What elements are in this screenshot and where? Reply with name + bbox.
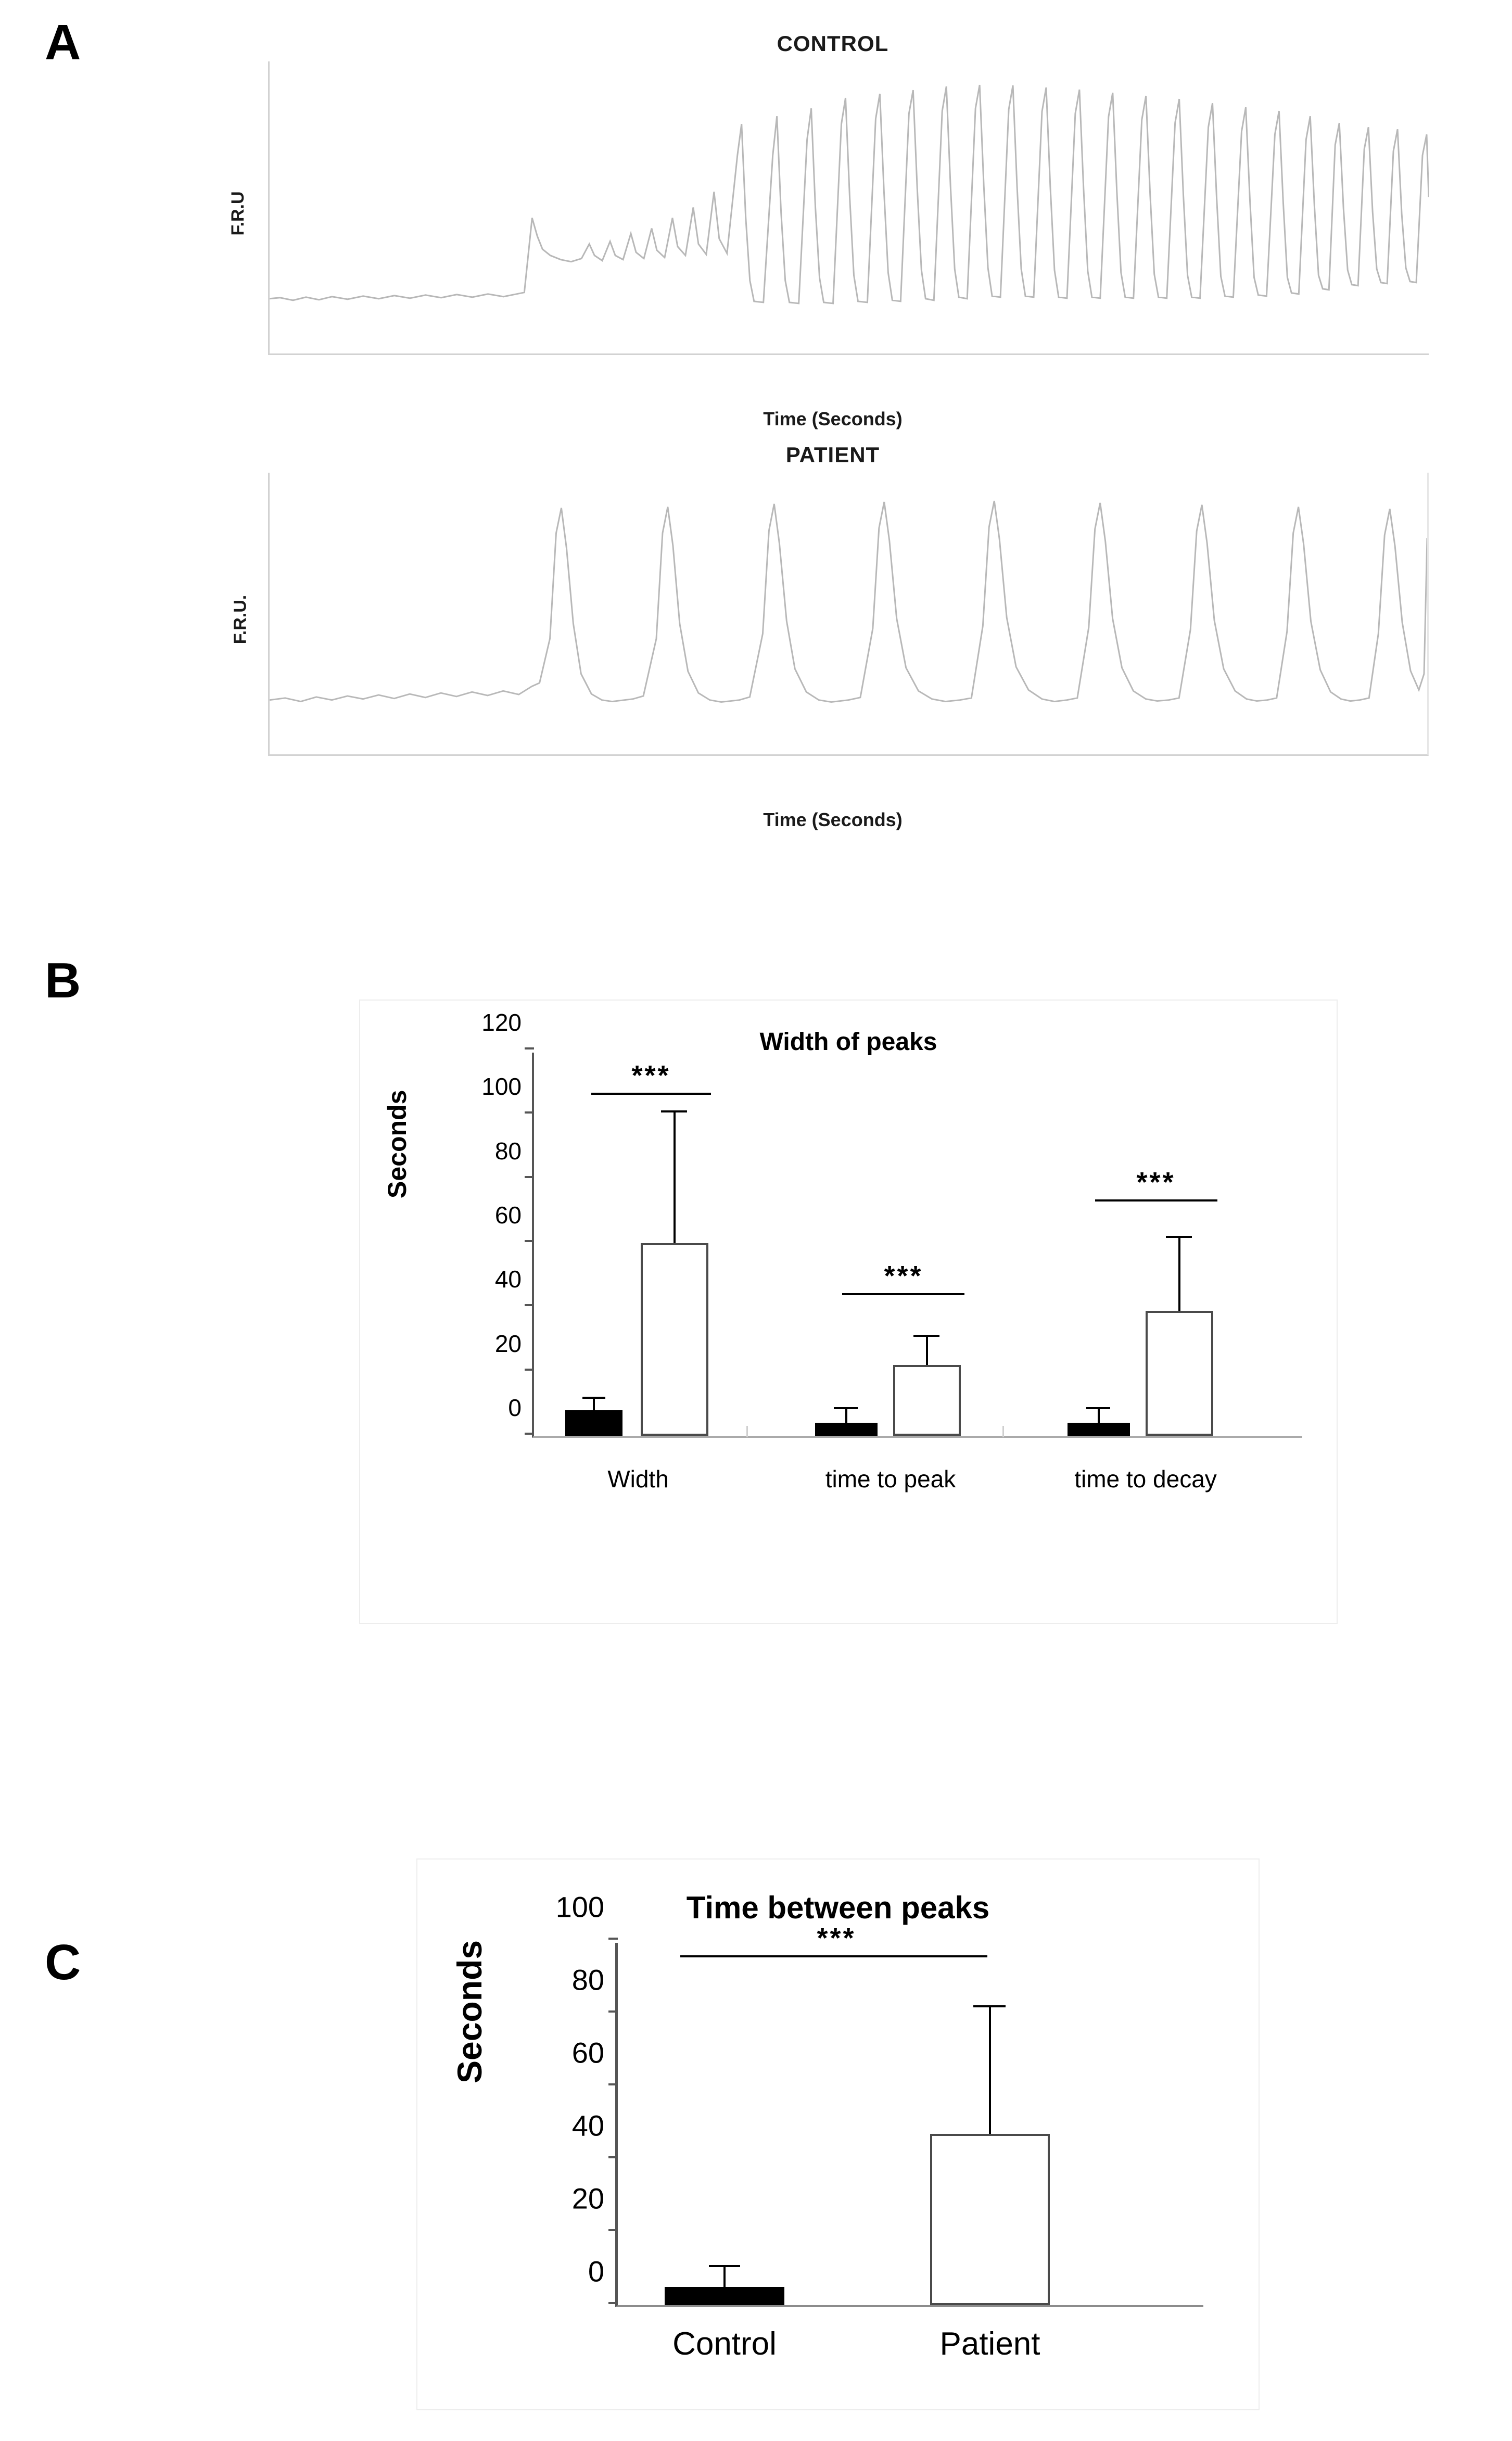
panel-letter-a: A xyxy=(45,15,81,70)
panel-c-ytick-20: 20 xyxy=(571,2182,604,2215)
trace-control-ylabel: F.R.U xyxy=(228,191,248,236)
errorbar-timetopeak-control xyxy=(845,1408,847,1423)
category-label-patient: Patient xyxy=(939,2326,1040,2362)
errorcap-timetopeak-patient xyxy=(913,1335,939,1337)
panel-c-ytick-80: 80 xyxy=(571,1963,604,1996)
panel-b-ytick-mark-80 xyxy=(525,1176,534,1178)
category-label-width: Width xyxy=(607,1465,669,1493)
bar-timetodecay-patient xyxy=(1146,1311,1213,1436)
group-separator-1 xyxy=(746,1426,748,1437)
errorcap-timetopeak-control xyxy=(834,1407,858,1409)
panel-b-ytick-mark-0 xyxy=(525,1433,534,1435)
sig-star-timetopeak: *** xyxy=(884,1260,923,1292)
panel-b-ytick-20: 20 xyxy=(494,1330,522,1357)
panel-c-ytick-mark-0 xyxy=(608,2302,618,2304)
panel-b-ytick-mark-100 xyxy=(525,1111,534,1114)
panel-b-ytick-60: 60 xyxy=(494,1201,522,1229)
panel-c-ytick-mark-20 xyxy=(608,2229,618,2231)
bar-timetopeak-patient xyxy=(893,1365,961,1436)
bar-timetopeak-control xyxy=(815,1423,878,1436)
errorbar-timetodecay-patient xyxy=(1178,1237,1180,1311)
panel-b-ytick-0: 0 xyxy=(508,1394,522,1421)
errorcap-control xyxy=(709,2265,740,2267)
errorbar-width-control xyxy=(593,1398,595,1410)
sig-line-timetodecay xyxy=(1095,1199,1217,1201)
panel-c-title: Time between peaks xyxy=(686,1890,990,1925)
trace-control-title: CONTROL xyxy=(777,31,889,56)
sig-line-timetopeak xyxy=(842,1293,964,1295)
panel-c-ytick-mark-60 xyxy=(608,2083,618,2085)
sig-line-width xyxy=(591,1093,711,1095)
trace-patient xyxy=(230,442,1429,830)
errorbar-control xyxy=(723,2266,726,2287)
trace-patient-xlabel: Time (Seconds) xyxy=(763,809,903,830)
errorbar-timetodecay-control xyxy=(1098,1408,1100,1423)
trace-control-plot xyxy=(268,61,1429,355)
panel-c-chart xyxy=(416,1858,1260,2410)
trace-patient-plot xyxy=(268,473,1429,756)
category-label-control: Control xyxy=(672,2326,777,2362)
trace-control-path xyxy=(270,61,1429,353)
trace-control xyxy=(228,31,1429,429)
panel-c-ytick-0: 0 xyxy=(588,2255,604,2288)
trace-control-xlabel: Time (Seconds) xyxy=(763,408,903,429)
panel-c-ytick-60: 60 xyxy=(571,2036,604,2069)
panel-letter-c: C xyxy=(45,1934,81,1990)
panel-b-ytick-100: 100 xyxy=(481,1073,522,1100)
panel-c-ytick-mark-100 xyxy=(608,1938,618,1940)
trace-patient-path xyxy=(270,473,1427,754)
panel-b-ytick-mark-40 xyxy=(525,1304,534,1306)
panel-b-ytick-80: 80 xyxy=(494,1137,522,1165)
panel-c-ytick-mark-80 xyxy=(608,2010,618,2013)
sig-star-panel-c: *** xyxy=(817,1923,856,1954)
errorcap-patient xyxy=(973,2005,1006,2007)
errorcap-timetodecay-control xyxy=(1086,1407,1110,1409)
panel-b-ytick-mark-120 xyxy=(525,1047,534,1049)
sig-line-panel-c xyxy=(680,1955,987,1957)
bar-patient xyxy=(930,2134,1050,2305)
category-label-time-to-peak: time to peak xyxy=(825,1465,956,1493)
trace-patient-ylabel: F.R.U. xyxy=(230,595,250,644)
errorcap-timetodecay-patient xyxy=(1166,1236,1192,1238)
bar-width-patient xyxy=(641,1243,708,1436)
bar-timetodecay-control xyxy=(1068,1423,1130,1436)
panel-c-ytick-40: 40 xyxy=(571,2109,604,2142)
panel-b-ytick-mark-60 xyxy=(525,1240,534,1242)
sig-star-width: *** xyxy=(631,1060,671,1091)
panel-b-ytick-40: 40 xyxy=(494,1266,522,1293)
errorbar-patient xyxy=(989,2006,991,2134)
panel-c-ytick-100: 100 xyxy=(555,1890,604,1924)
panel-b-title: Width of peaks xyxy=(759,1028,937,1056)
category-label-time-to-decay: time to decay xyxy=(1074,1465,1217,1493)
trace-patient-title: PATIENT xyxy=(785,442,880,467)
bar-control xyxy=(665,2287,784,2305)
panel-b-ytick-120: 120 xyxy=(481,1009,522,1036)
errorbar-width-patient xyxy=(674,1111,676,1243)
bar-width-control xyxy=(565,1410,622,1436)
panel-b-ytick-mark-20 xyxy=(525,1369,534,1371)
errorcap-width-patient xyxy=(661,1110,687,1112)
panel-c-ytick-mark-40 xyxy=(608,2156,618,2158)
errorbar-timetopeak-patient xyxy=(926,1336,928,1365)
panel-a xyxy=(0,0,1512,885)
panel-letter-b: B xyxy=(45,953,81,1008)
errorcap-width-control xyxy=(582,1397,605,1399)
group-separator-2 xyxy=(1002,1426,1004,1437)
panel-b-chart xyxy=(359,1000,1338,1624)
panel-b-ylabel: Seconds xyxy=(383,1090,412,1198)
sig-star-timetodecay: *** xyxy=(1136,1167,1176,1198)
panel-c-ylabel: Seconds xyxy=(450,1940,489,2083)
